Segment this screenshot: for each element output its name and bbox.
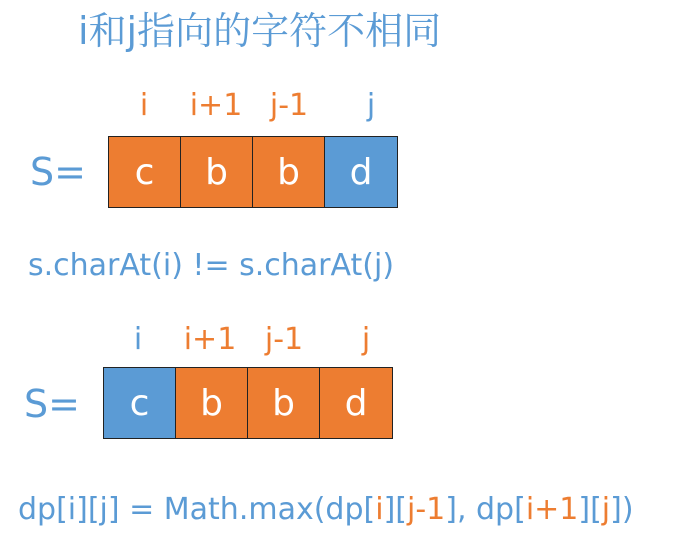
array-cell: b [253, 137, 325, 207]
formula-part: ][ [578, 492, 602, 527]
index-label-j: j [361, 322, 371, 357]
formula-part: j-1 [406, 492, 446, 527]
formula-part: j [601, 492, 611, 527]
index-label-j-minus-1: j-1 [264, 322, 304, 357]
index-label-i-plus-1: i+1 [189, 88, 243, 123]
char-array [103, 367, 393, 439]
index-label-i-plus-1: i+1 [183, 322, 237, 357]
array-cell: d [325, 137, 397, 207]
recurrence-formula [18, 488, 634, 532]
index-label-j-minus-1: j-1 [269, 88, 309, 123]
array-cell: c [109, 137, 181, 207]
page-title: i和j指向的字符不相同 [78, 9, 442, 53]
string-label: S= [30, 150, 86, 194]
formula-part: ], dp[ [445, 492, 526, 527]
array-cell: b [181, 137, 253, 207]
formula-part: ]) [610, 492, 634, 527]
array-cell: c [104, 368, 176, 438]
formula-part: i+1 [525, 492, 579, 527]
index-label-i: i [133, 322, 143, 357]
formula-part: dp[i][j] = Math.max(dp[ [18, 492, 376, 527]
array-cell: d [320, 368, 392, 438]
formula-part: ][ [383, 492, 407, 527]
condition-text: s.charAt(i) != s.charAt(j) [28, 248, 395, 283]
string-label: S= [24, 382, 80, 426]
array-cell: b [176, 368, 248, 438]
index-label-j: j [366, 88, 376, 123]
formula-part: i [375, 492, 384, 527]
char-array [108, 136, 398, 208]
array-cell: b [248, 368, 320, 438]
index-label-i: i [139, 88, 149, 123]
